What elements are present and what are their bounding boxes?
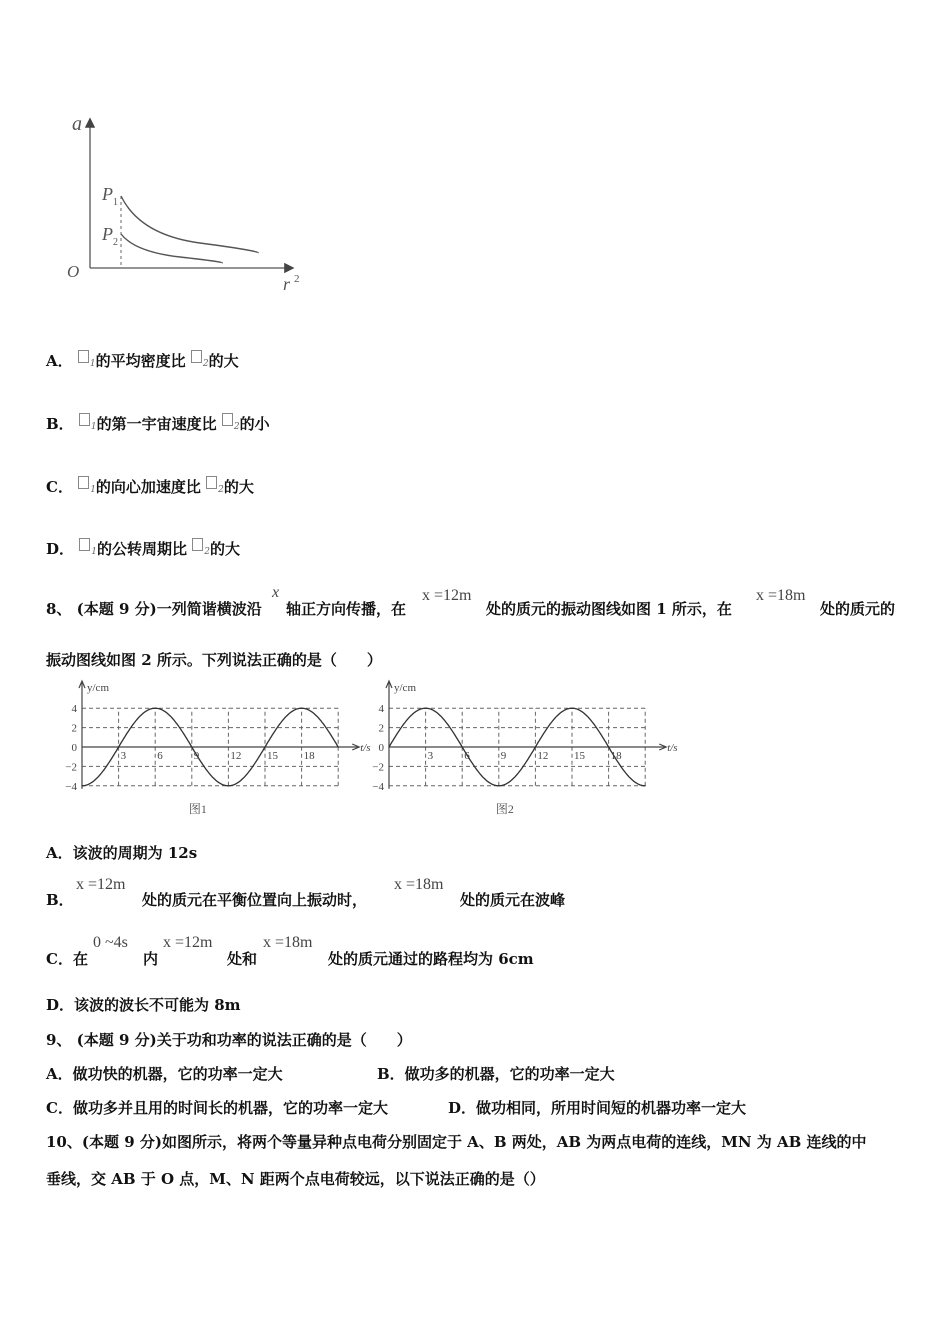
q8-option-c-text2: 处和	[227, 950, 258, 968]
q9-option-d[interactable]: D．做功相同，所用时间短的机器功率一定大	[448, 1099, 747, 1117]
p1-label: P	[102, 184, 113, 204]
q8-option-b-math1: x =12m	[76, 876, 126, 893]
x-tick-label: 15	[267, 750, 278, 762]
q9-option-a[interactable]: A．做功快的机器，它的功率一定大	[46, 1065, 283, 1083]
data-point	[462, 746, 463, 747]
q8-option-d[interactable]: D．该波的波长不可能为 8m	[46, 996, 241, 1014]
data-point	[645, 785, 646, 786]
q9-option-b[interactable]: B．做功多的机器，它的功率一定大	[377, 1065, 615, 1083]
placeholder-icon	[78, 350, 89, 363]
y-tick-label: −2	[372, 761, 384, 774]
y-tick-label: 4	[378, 703, 384, 716]
q8-option-b-text2: 处的质元在波峰	[460, 891, 566, 909]
data-point	[608, 746, 609, 747]
placeholder-icon	[79, 538, 90, 551]
vibration-chart-2	[362, 678, 682, 823]
q8-stem-line1-a: 8、 (本题 9 分)一列简谐横波沿	[46, 600, 262, 618]
q8-stem-line1-b: 轴正方向传播，在	[286, 600, 407, 618]
q8-option-c-text1: 内	[143, 950, 159, 968]
q10-stem-line1: 10、(本题 9 分)如图所示，将两个等量异种点电荷分别固定于 A、B 两处，AB 为两点电荷的连线，MN 为 AB 连线的中	[46, 1133, 867, 1151]
y-axis-label: y/cm	[87, 682, 109, 694]
data-point	[264, 746, 265, 747]
q8-option-c-letter[interactable]: C．在	[46, 950, 88, 968]
q8-math-x18: x =18m	[756, 587, 806, 604]
placeholder-icon	[192, 538, 203, 551]
x-tick-label: 6	[157, 750, 163, 762]
q8-option-b-text1: 处的质元在平衡位置向上振动时，	[142, 891, 368, 909]
curve-p1	[121, 196, 258, 253]
x-tick-label: 15	[574, 750, 585, 762]
p2-label: P	[102, 224, 113, 244]
q7-option-b[interactable]: B． 1的第一宇宙速度比 2的小	[46, 415, 270, 433]
y-tick-label: 0	[71, 742, 77, 754]
x-axis-label-sup: 2	[294, 273, 300, 285]
y-tick-label: 4	[71, 703, 77, 716]
y-tick-label: −4	[65, 780, 77, 793]
q8-option-c-text3: 处的质元通过的路程均为 6cm	[328, 950, 534, 968]
vibration-chart-1	[55, 678, 375, 823]
y-axis-label: y/cm	[394, 682, 416, 694]
x-tick-label: 6	[464, 750, 470, 762]
y-tick-label: −4	[372, 780, 384, 793]
q7-option-a[interactable]: A． 1的平均密度比 2的大	[46, 352, 239, 370]
p2-sub: 2	[113, 237, 118, 248]
data-point	[228, 785, 229, 786]
x-axis-label: t/s	[360, 742, 371, 754]
q8-option-a[interactable]: A．该波的周期为 12s	[46, 844, 198, 862]
x-tick-label: 18	[303, 750, 315, 762]
curve-p2	[121, 234, 222, 263]
q7-option-d[interactable]: D． 1的公转周期比 2的大	[46, 540, 240, 558]
x-tick-label: 3	[120, 750, 127, 762]
placeholder-icon	[191, 350, 202, 363]
y-tick-label: −2	[65, 761, 77, 774]
q8-option-c-math2: x =12m	[163, 934, 213, 951]
chart-title: 图2	[495, 802, 514, 816]
q8-option-b-letter[interactable]: B．	[46, 891, 74, 909]
data-point	[388, 746, 389, 747]
data-point	[338, 746, 339, 747]
q8-math-x12: x =12m	[422, 587, 472, 604]
y-axis-label: a	[72, 113, 82, 135]
chart-title: 图1	[188, 802, 207, 816]
x-tick-label: 12	[537, 750, 549, 762]
x-axis-label: t/s	[667, 742, 678, 754]
p1-sub: 1	[113, 197, 118, 208]
q8-stem-line1-d: 处的质元的	[820, 600, 896, 618]
placeholder-icon	[79, 413, 90, 426]
q9-stem: 9、 (本题 9 分)关于功和功率的说法正确的是（ ）	[46, 1031, 412, 1049]
q10-stem-line2: 垂线，交 AB 于 O 点，M、N 距两个点电荷较远，以下说法正确的是（）	[46, 1170, 545, 1188]
data-point	[191, 746, 192, 747]
data-point	[155, 708, 156, 709]
placeholder-icon	[78, 476, 89, 489]
x-tick-label: 3	[427, 750, 434, 762]
x-tick-label: 9	[500, 750, 507, 762]
data-point	[118, 746, 119, 747]
data-point	[425, 708, 426, 709]
x-tick-label: 12	[230, 750, 242, 762]
q8-stem-line1-c: 处的质元的振动图线如图 1 所示，在	[486, 600, 732, 618]
x-tick-label: 9	[193, 750, 200, 762]
q8-option-c-math1: 0 ~4s	[93, 934, 128, 951]
placeholder-icon	[222, 413, 233, 426]
placeholder-icon	[206, 476, 217, 489]
x-tick-label: 18	[610, 750, 622, 762]
a-r2-figure	[60, 110, 320, 300]
y-tick-label: 0	[378, 742, 384, 754]
data-point	[301, 708, 302, 709]
data-point	[498, 785, 499, 786]
q8-option-c-math3: x =18m	[263, 934, 313, 951]
data-point	[535, 746, 536, 747]
x-axis-label: r	[283, 274, 291, 294]
y-tick-label: 2	[71, 722, 77, 735]
q7-option-c[interactable]: C． 1的向心加速度比 2的大	[46, 478, 254, 496]
origin-label: O	[67, 262, 80, 281]
data-point	[571, 708, 572, 709]
data-point	[81, 785, 82, 786]
q8-option-b-math2: x =18m	[394, 876, 444, 893]
q9-option-c[interactable]: C．做功多并且用的时间长的机器，它的功率一定大	[46, 1099, 388, 1117]
q8-stem-line2: 振动图线如图 2 所示。下列说法正确的是（ ）	[46, 651, 382, 669]
y-tick-label: 2	[378, 722, 384, 735]
q8-math-x: x	[272, 584, 280, 601]
